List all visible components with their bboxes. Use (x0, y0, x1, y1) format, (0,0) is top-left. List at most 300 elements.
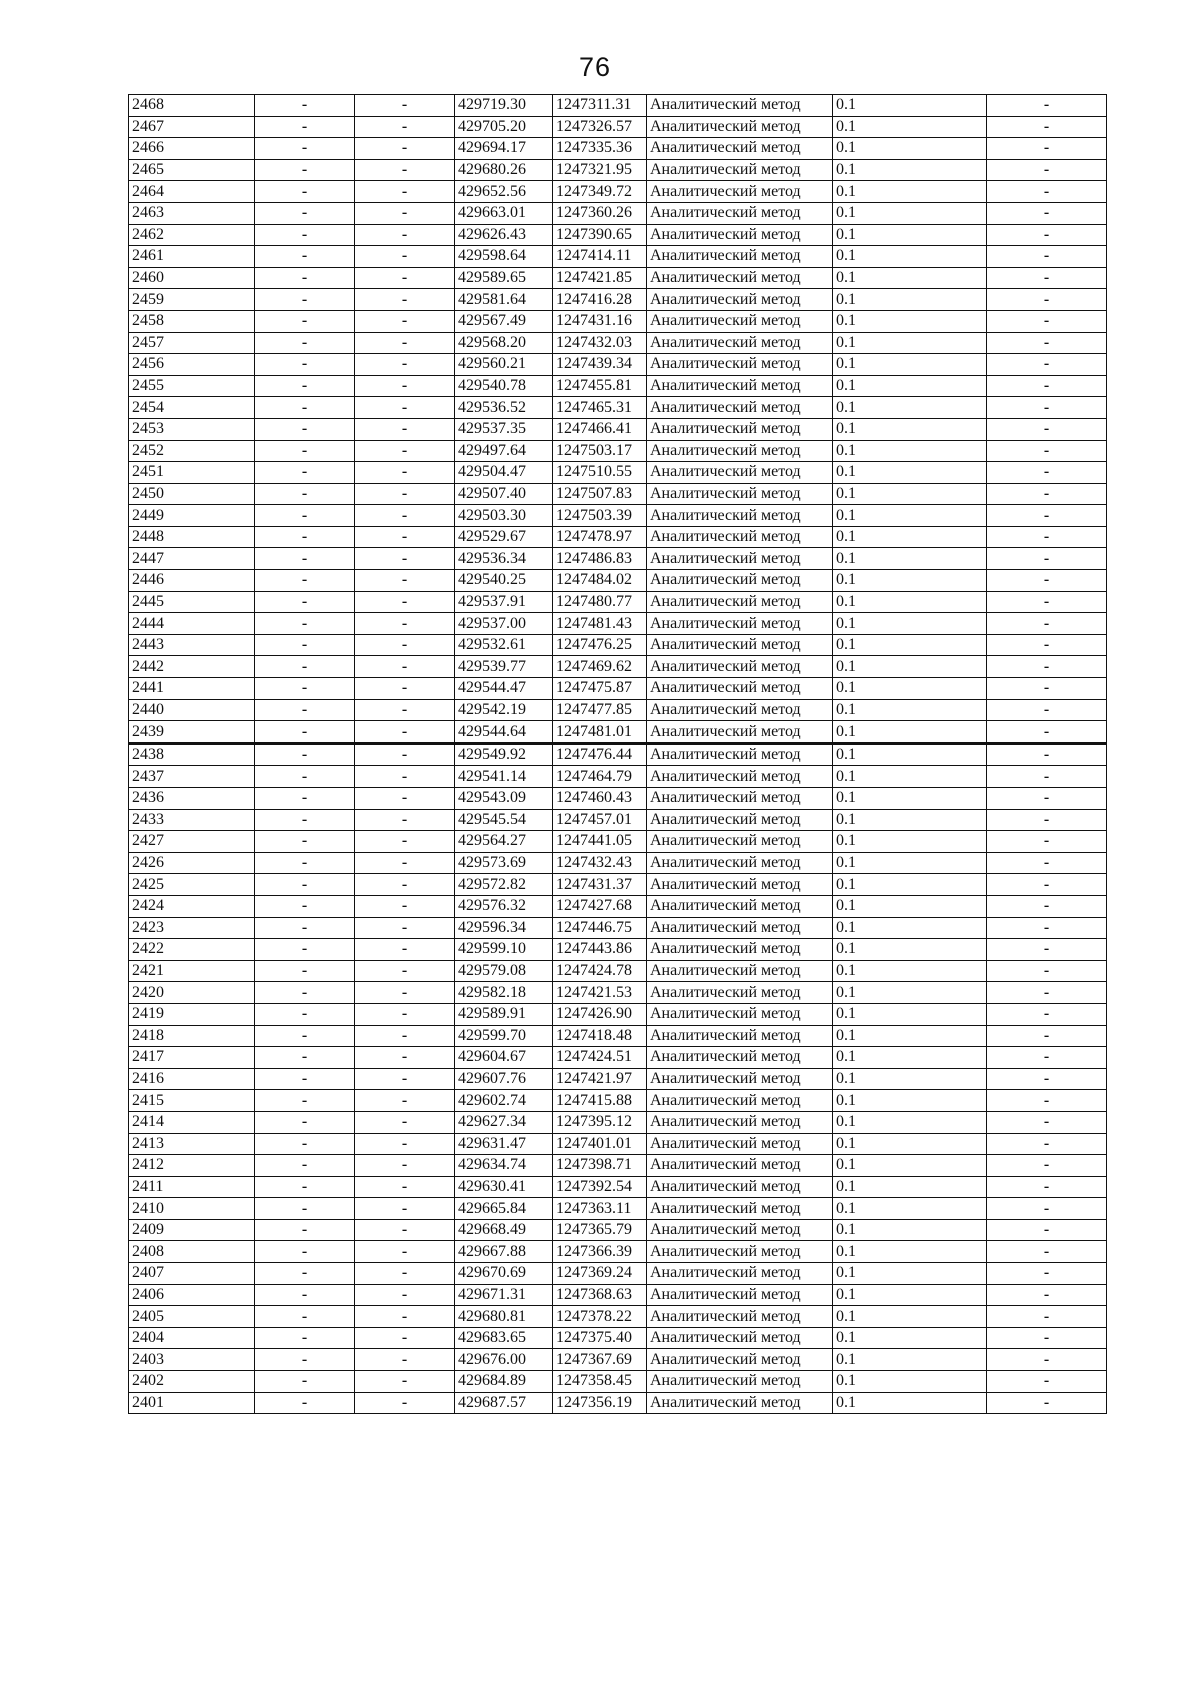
dash-cell: - (987, 505, 1107, 527)
dash-cell: - (255, 570, 355, 592)
dash-cell: - (255, 1284, 355, 1306)
x-coordinate-cell: 429549.92 (455, 743, 553, 766)
point-number-cell: 2404 (129, 1327, 255, 1349)
x-coordinate-cell: 429599.10 (455, 939, 553, 961)
y-coordinate-cell: 1247455.81 (553, 375, 647, 397)
point-number-cell: 2447 (129, 548, 255, 570)
method-cell: Аналитический метод (647, 1047, 833, 1069)
dash-cell: - (255, 939, 355, 961)
dash-cell: - (255, 116, 355, 138)
accuracy-cell: 0.1 (833, 1155, 987, 1177)
accuracy-cell: 0.1 (833, 591, 987, 613)
dash-cell: - (355, 159, 455, 181)
table-row (129, 1111, 1107, 1133)
accuracy-cell: 0.1 (833, 462, 987, 484)
method-cell: Аналитический метод (647, 418, 833, 440)
x-coordinate-cell: 429598.64 (455, 246, 553, 268)
method-cell: Аналитический метод (647, 1241, 833, 1263)
x-coordinate-cell: 429537.91 (455, 591, 553, 613)
method-cell: Аналитический метод (647, 1219, 833, 1241)
y-coordinate-cell: 1247369.24 (553, 1263, 647, 1285)
table-row (129, 766, 1107, 788)
accuracy-cell: 0.1 (833, 95, 987, 117)
dash-cell: - (987, 418, 1107, 440)
table-row (129, 548, 1107, 570)
dash-cell: - (355, 1263, 455, 1285)
dash-cell: - (355, 462, 455, 484)
dash-cell: - (355, 809, 455, 831)
x-coordinate-cell: 429497.64 (455, 440, 553, 462)
dash-cell: - (355, 570, 455, 592)
x-coordinate-cell: 429665.84 (455, 1198, 553, 1220)
dash-cell: - (255, 397, 355, 419)
method-cell: Аналитический метод (647, 181, 833, 203)
table-row (129, 138, 1107, 160)
y-coordinate-cell: 1247326.57 (553, 116, 647, 138)
method-cell: Аналитический метод (647, 591, 833, 613)
dash-cell: - (987, 1241, 1107, 1263)
point-number-cell: 2461 (129, 246, 255, 268)
dash-cell: - (355, 1219, 455, 1241)
dash-cell: - (987, 613, 1107, 635)
accuracy-cell: 0.1 (833, 397, 987, 419)
dash-cell: - (987, 788, 1107, 810)
dash-cell: - (987, 289, 1107, 311)
dash-cell: - (255, 505, 355, 527)
dash-cell: - (987, 982, 1107, 1004)
method-cell: Аналитический метод (647, 613, 833, 635)
dash-cell: - (355, 1068, 455, 1090)
table-row (129, 743, 1107, 766)
dash-cell: - (355, 548, 455, 570)
table-row (129, 656, 1107, 678)
dash-cell: - (987, 1090, 1107, 1112)
accuracy-cell: 0.1 (833, 116, 987, 138)
dash-cell: - (255, 1047, 355, 1069)
method-cell: Аналитический метод (647, 1068, 833, 1090)
dash-cell: - (987, 1111, 1107, 1133)
dash-cell: - (987, 917, 1107, 939)
dash-cell: - (987, 1306, 1107, 1328)
accuracy-cell: 0.1 (833, 138, 987, 160)
dash-cell: - (987, 678, 1107, 700)
y-coordinate-cell: 1247392.54 (553, 1176, 647, 1198)
y-coordinate-cell: 1247421.53 (553, 982, 647, 1004)
dash-cell: - (255, 721, 355, 744)
table-row (129, 224, 1107, 246)
dash-cell: - (255, 1371, 355, 1393)
accuracy-cell: 0.1 (833, 960, 987, 982)
table-row (129, 960, 1107, 982)
method-cell: Аналитический метод (647, 917, 833, 939)
dash-cell: - (987, 960, 1107, 982)
dash-cell: - (987, 895, 1107, 917)
table-row (129, 591, 1107, 613)
method-cell: Аналитический метод (647, 895, 833, 917)
accuracy-cell: 0.1 (833, 202, 987, 224)
accuracy-cell: 0.1 (833, 1219, 987, 1241)
dash-cell: - (987, 1133, 1107, 1155)
table-row (129, 354, 1107, 376)
y-coordinate-cell: 1247416.28 (553, 289, 647, 311)
point-number-cell: 2468 (129, 95, 255, 117)
dash-cell: - (355, 526, 455, 548)
point-number-cell: 2450 (129, 483, 255, 505)
point-number-cell: 2446 (129, 570, 255, 592)
point-number-cell: 2423 (129, 917, 255, 939)
dash-cell: - (255, 202, 355, 224)
dash-cell: - (355, 289, 455, 311)
method-cell: Аналитический метод (647, 375, 833, 397)
method-cell: Аналитический метод (647, 960, 833, 982)
y-coordinate-cell: 1247432.03 (553, 332, 647, 354)
dash-cell: - (255, 1111, 355, 1133)
dash-cell: - (355, 831, 455, 853)
dash-cell: - (355, 960, 455, 982)
accuracy-cell: 0.1 (833, 699, 987, 721)
x-coordinate-cell: 429589.65 (455, 267, 553, 289)
x-coordinate-cell: 429687.57 (455, 1392, 553, 1414)
accuracy-cell: 0.1 (833, 939, 987, 961)
dash-cell: - (355, 354, 455, 376)
method-cell: Аналитический метод (647, 1025, 833, 1047)
dash-cell: - (355, 1025, 455, 1047)
dash-cell: - (255, 874, 355, 896)
point-number-cell: 2466 (129, 138, 255, 160)
table-row (129, 678, 1107, 700)
dash-cell: - (355, 440, 455, 462)
accuracy-cell: 0.1 (833, 440, 987, 462)
point-number-cell: 2460 (129, 267, 255, 289)
accuracy-cell: 0.1 (833, 181, 987, 203)
dash-cell: - (255, 138, 355, 160)
dash-cell: - (255, 1198, 355, 1220)
table-row (129, 375, 1107, 397)
dash-cell: - (255, 159, 355, 181)
dash-cell: - (255, 181, 355, 203)
x-coordinate-cell: 429630.41 (455, 1176, 553, 1198)
method-cell: Аналитический метод (647, 1176, 833, 1198)
accuracy-cell: 0.1 (833, 224, 987, 246)
point-number-cell: 2402 (129, 1371, 255, 1393)
dash-cell: - (355, 310, 455, 332)
table-row (129, 1306, 1107, 1328)
point-number-cell: 2415 (129, 1090, 255, 1112)
accuracy-cell: 0.1 (833, 1025, 987, 1047)
method-cell: Аналитический метод (647, 462, 833, 484)
x-coordinate-cell: 429537.00 (455, 613, 553, 635)
dash-cell: - (355, 1176, 455, 1198)
dash-cell: - (255, 1263, 355, 1285)
dash-cell: - (987, 1284, 1107, 1306)
dash-cell: - (987, 202, 1107, 224)
y-coordinate-cell: 1247356.19 (553, 1392, 647, 1414)
y-coordinate-cell: 1247510.55 (553, 462, 647, 484)
y-coordinate-cell: 1247469.62 (553, 656, 647, 678)
table-row (129, 181, 1107, 203)
dash-cell: - (987, 310, 1107, 332)
point-number-cell: 2442 (129, 656, 255, 678)
y-coordinate-cell: 1247477.85 (553, 699, 647, 721)
y-coordinate-cell: 1247401.01 (553, 1133, 647, 1155)
x-coordinate-cell: 429589.91 (455, 1003, 553, 1025)
dash-cell: - (355, 656, 455, 678)
table-row (129, 1349, 1107, 1371)
y-coordinate-cell: 1247503.17 (553, 440, 647, 462)
point-number-cell: 2464 (129, 181, 255, 203)
dash-cell: - (355, 1392, 455, 1414)
point-number-cell: 2465 (129, 159, 255, 181)
y-coordinate-cell: 1247365.79 (553, 1219, 647, 1241)
y-coordinate-cell: 1247478.97 (553, 526, 647, 548)
method-cell: Аналитический метод (647, 138, 833, 160)
table-row (129, 1155, 1107, 1177)
dash-cell: - (355, 246, 455, 268)
accuracy-cell: 0.1 (833, 526, 987, 548)
y-coordinate-cell: 1247378.22 (553, 1306, 647, 1328)
x-coordinate-cell: 429634.74 (455, 1155, 553, 1177)
point-number-cell: 2463 (129, 202, 255, 224)
point-number-cell: 2413 (129, 1133, 255, 1155)
dash-cell: - (987, 267, 1107, 289)
dash-cell: - (255, 1068, 355, 1090)
method-cell: Аналитический метод (647, 246, 833, 268)
page-number: 76 (578, 52, 612, 82)
accuracy-cell: 0.1 (833, 375, 987, 397)
point-number-cell: 2440 (129, 699, 255, 721)
x-coordinate-cell: 429536.34 (455, 548, 553, 570)
dash-cell: - (355, 267, 455, 289)
table-row (129, 809, 1107, 831)
y-coordinate-cell: 1247349.72 (553, 181, 647, 203)
point-number-cell: 2448 (129, 526, 255, 548)
table-row (129, 634, 1107, 656)
accuracy-cell: 0.1 (833, 874, 987, 896)
dash-cell: - (987, 159, 1107, 181)
dash-cell: - (987, 939, 1107, 961)
x-coordinate-cell: 429671.31 (455, 1284, 553, 1306)
dash-cell: - (987, 397, 1107, 419)
table-row (129, 1176, 1107, 1198)
y-coordinate-cell: 1247439.34 (553, 354, 647, 376)
dash-cell: - (987, 699, 1107, 721)
x-coordinate-cell: 429602.74 (455, 1090, 553, 1112)
x-coordinate-cell: 429544.47 (455, 678, 553, 700)
point-number-cell: 2409 (129, 1219, 255, 1241)
method-cell: Аналитический метод (647, 1371, 833, 1393)
point-number-cell: 2443 (129, 634, 255, 656)
method-cell: Аналитический метод (647, 289, 833, 311)
y-coordinate-cell: 1247358.45 (553, 1371, 647, 1393)
y-coordinate-cell: 1247446.75 (553, 917, 647, 939)
point-number-cell: 2424 (129, 895, 255, 917)
accuracy-cell: 0.1 (833, 354, 987, 376)
y-coordinate-cell: 1247421.97 (553, 1068, 647, 1090)
method-cell: Аналитический метод (647, 939, 833, 961)
dash-cell: - (355, 634, 455, 656)
accuracy-cell: 0.1 (833, 613, 987, 635)
dash-cell: - (355, 788, 455, 810)
point-number-cell: 2456 (129, 354, 255, 376)
dash-cell: - (255, 895, 355, 917)
point-number-cell: 2439 (129, 721, 255, 744)
accuracy-cell: 0.1 (833, 721, 987, 744)
accuracy-cell: 0.1 (833, 656, 987, 678)
dash-cell: - (987, 591, 1107, 613)
dash-cell: - (355, 483, 455, 505)
dash-cell: - (255, 95, 355, 117)
point-number-cell: 2418 (129, 1025, 255, 1047)
accuracy-cell: 0.1 (833, 809, 987, 831)
dash-cell: - (255, 634, 355, 656)
dash-cell: - (987, 721, 1107, 744)
x-coordinate-cell: 429544.64 (455, 721, 553, 744)
dash-cell: - (255, 267, 355, 289)
accuracy-cell: 0.1 (833, 332, 987, 354)
method-cell: Аналитический метод (647, 95, 833, 117)
dash-cell: - (987, 1349, 1107, 1371)
point-number-cell: 2410 (129, 1198, 255, 1220)
method-cell: Аналитический метод (647, 1392, 833, 1414)
x-coordinate-cell: 429680.26 (455, 159, 553, 181)
accuracy-cell: 0.1 (833, 1111, 987, 1133)
method-cell: Аналитический метод (647, 505, 833, 527)
method-cell: Аналитический метод (647, 440, 833, 462)
dash-cell: - (987, 852, 1107, 874)
x-coordinate-cell: 429599.70 (455, 1025, 553, 1047)
y-coordinate-cell: 1247431.16 (553, 310, 647, 332)
point-number-cell: 2422 (129, 939, 255, 961)
dash-cell: - (255, 462, 355, 484)
point-number-cell: 2419 (129, 1003, 255, 1025)
table-row (129, 917, 1107, 939)
dash-cell: - (355, 1241, 455, 1263)
method-cell: Аналитический метод (647, 267, 833, 289)
x-coordinate-cell: 429576.32 (455, 895, 553, 917)
point-number-cell: 2457 (129, 332, 255, 354)
dash-cell: - (355, 1133, 455, 1155)
point-number-cell: 2445 (129, 591, 255, 613)
x-coordinate-cell: 429668.49 (455, 1219, 553, 1241)
accuracy-cell: 0.1 (833, 766, 987, 788)
dash-cell: - (987, 1176, 1107, 1198)
method-cell: Аналитический метод (647, 548, 833, 570)
table-row (129, 418, 1107, 440)
method-cell: Аналитический метод (647, 397, 833, 419)
x-coordinate-cell: 429560.21 (455, 354, 553, 376)
y-coordinate-cell: 1247475.87 (553, 678, 647, 700)
table-row (129, 462, 1107, 484)
table-row (129, 440, 1107, 462)
point-number-cell: 2421 (129, 960, 255, 982)
x-coordinate-cell: 429540.25 (455, 570, 553, 592)
dash-cell: - (255, 678, 355, 700)
dash-cell: - (255, 1392, 355, 1414)
dash-cell: - (255, 1219, 355, 1241)
y-coordinate-cell: 1247443.86 (553, 939, 647, 961)
accuracy-cell: 0.1 (833, 743, 987, 766)
y-coordinate-cell: 1247415.88 (553, 1090, 647, 1112)
x-coordinate-cell: 429573.69 (455, 852, 553, 874)
point-number-cell: 2433 (129, 809, 255, 831)
dash-cell: - (355, 1111, 455, 1133)
table-row (129, 1371, 1107, 1393)
accuracy-cell: 0.1 (833, 1241, 987, 1263)
dash-cell: - (355, 852, 455, 874)
point-number-cell: 2467 (129, 116, 255, 138)
x-coordinate-cell: 429631.47 (455, 1133, 553, 1155)
y-coordinate-cell: 1247460.43 (553, 788, 647, 810)
table-row (129, 505, 1107, 527)
y-coordinate-cell: 1247481.43 (553, 613, 647, 635)
y-coordinate-cell: 1247390.65 (553, 224, 647, 246)
accuracy-cell: 0.1 (833, 246, 987, 268)
dash-cell: - (355, 1047, 455, 1069)
method-cell: Аналитический метод (647, 634, 833, 656)
accuracy-cell: 0.1 (833, 634, 987, 656)
dash-cell: - (255, 526, 355, 548)
dash-cell: - (255, 1176, 355, 1198)
table-row (129, 116, 1107, 138)
point-number-cell: 2427 (129, 831, 255, 853)
accuracy-cell: 0.1 (833, 1306, 987, 1328)
table-row (129, 788, 1107, 810)
table-row (129, 95, 1107, 117)
y-coordinate-cell: 1247395.12 (553, 1111, 647, 1133)
dash-cell: - (987, 181, 1107, 203)
method-cell: Аналитический метод (647, 656, 833, 678)
x-coordinate-cell: 429667.88 (455, 1241, 553, 1263)
method-cell: Аналитический метод (647, 570, 833, 592)
x-coordinate-cell: 429676.00 (455, 1349, 553, 1371)
method-cell: Аналитический метод (647, 874, 833, 896)
y-coordinate-cell: 1247360.26 (553, 202, 647, 224)
x-coordinate-cell: 429532.61 (455, 634, 553, 656)
y-coordinate-cell: 1247427.68 (553, 895, 647, 917)
y-coordinate-cell: 1247481.01 (553, 721, 647, 744)
accuracy-cell: 0.1 (833, 917, 987, 939)
table-row (129, 332, 1107, 354)
dash-cell: - (355, 939, 455, 961)
dash-cell: - (987, 1198, 1107, 1220)
y-coordinate-cell: 1247414.11 (553, 246, 647, 268)
method-cell: Аналитический метод (647, 982, 833, 1004)
y-coordinate-cell: 1247363.11 (553, 1198, 647, 1220)
table-row (129, 1025, 1107, 1047)
x-coordinate-cell: 429545.54 (455, 809, 553, 831)
dash-cell: - (255, 809, 355, 831)
dash-cell: - (355, 505, 455, 527)
dash-cell: - (255, 1306, 355, 1328)
point-number-cell: 2441 (129, 678, 255, 700)
y-coordinate-cell: 1247503.39 (553, 505, 647, 527)
dash-cell: - (355, 1090, 455, 1112)
table-row (129, 699, 1107, 721)
point-number-cell: 2412 (129, 1155, 255, 1177)
method-cell: Аналитический метод (647, 1284, 833, 1306)
method-cell: Аналитический метод (647, 831, 833, 853)
x-coordinate-cell: 429627.34 (455, 1111, 553, 1133)
y-coordinate-cell: 1247367.69 (553, 1349, 647, 1371)
dash-cell: - (987, 1155, 1107, 1177)
dash-cell: - (987, 1003, 1107, 1025)
point-number-cell: 2417 (129, 1047, 255, 1069)
dash-cell: - (255, 852, 355, 874)
x-coordinate-cell: 429543.09 (455, 788, 553, 810)
dash-cell: - (255, 743, 355, 766)
method-cell: Аналитический метод (647, 678, 833, 700)
dash-cell: - (255, 1241, 355, 1263)
